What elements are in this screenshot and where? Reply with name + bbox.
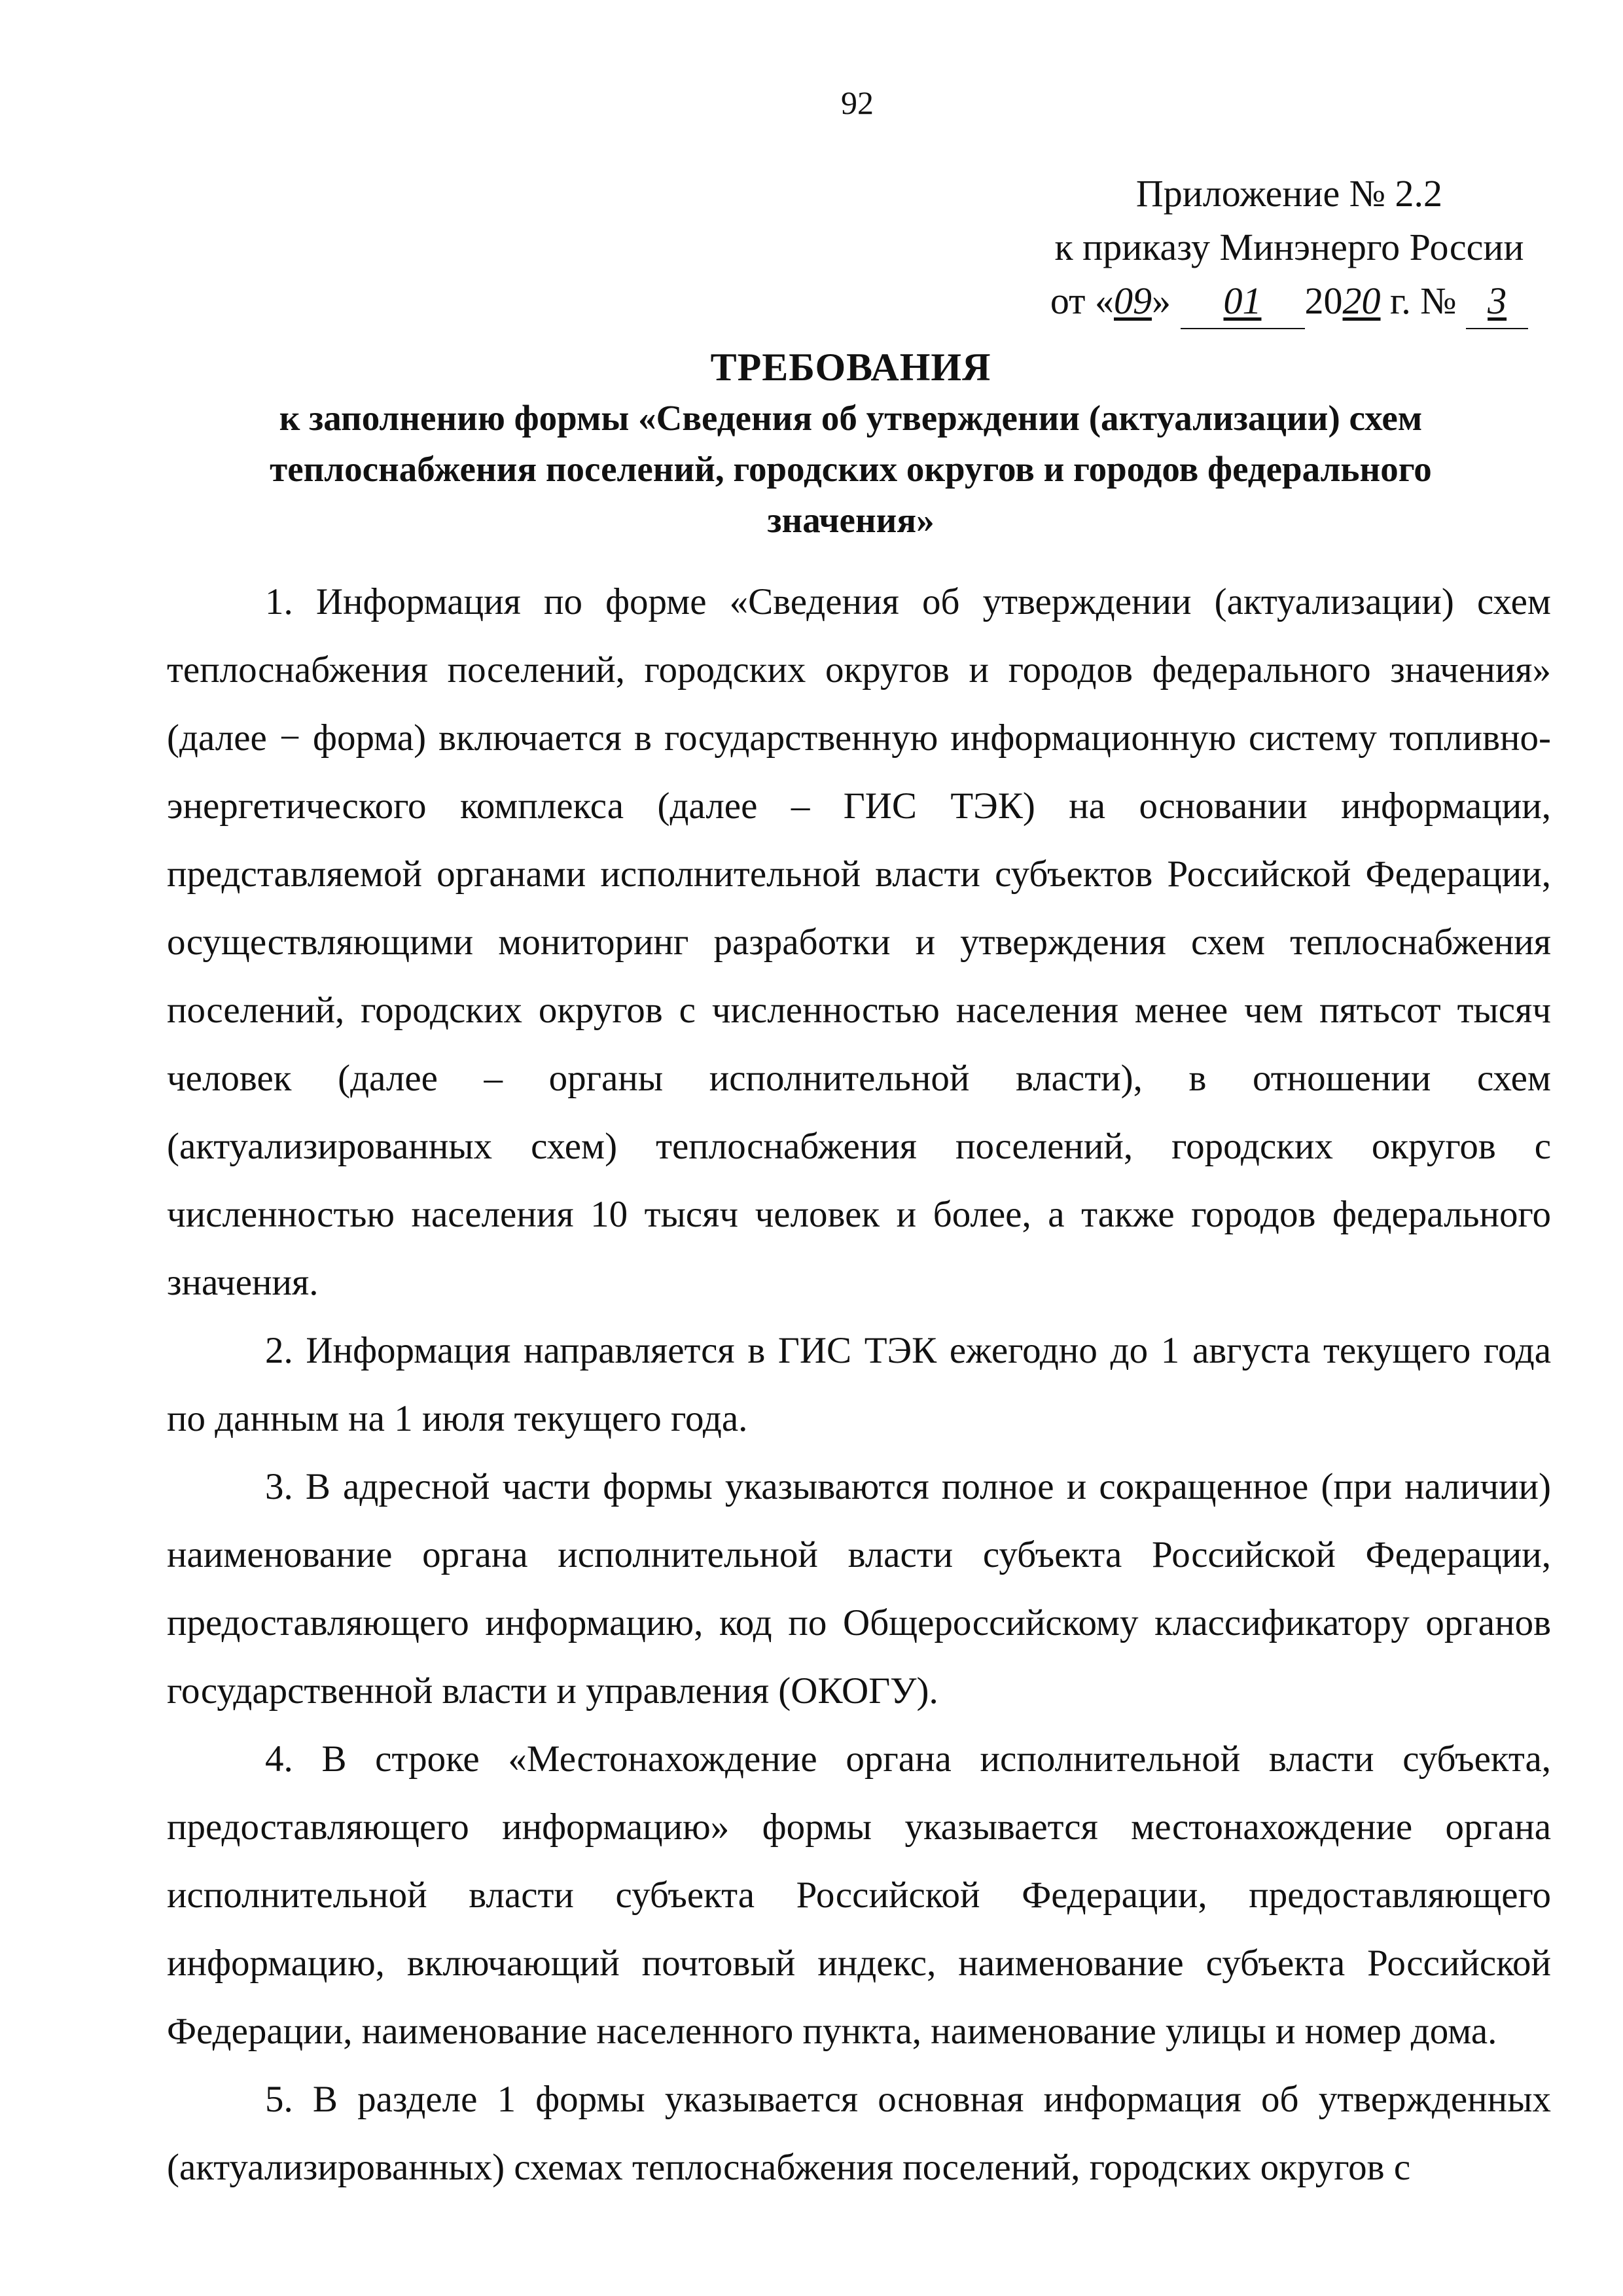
paragraph-5: 5. В разделе 1 формы указывается основная информация об утвержденных (актуализированных) схемах теплоснабжения поселений, городских округов с xyxy=(167,2079,1551,2188)
title-line-3: значения» xyxy=(767,500,935,540)
date-year-prefix: 20 xyxy=(1304,279,1343,322)
document-title xyxy=(216,342,1486,546)
document-body xyxy=(167,568,1551,2202)
title-main: ТРЕБОВАНИЯ xyxy=(710,346,991,389)
order-number-field xyxy=(1466,274,1528,329)
order-number: 3 xyxy=(1488,279,1507,322)
title-line-1: к заполнению формы «Сведения об утверждении (актуализации) схем xyxy=(279,398,1423,438)
paragraph-3: 3. В адресной части формы указываются полное и сокращенное (при наличии) наименование органа исполнительной власти субъекта Российской Федерации, предоставляющего информацию, код по Общероссийскому классификатору органов государственной власти и управления (ОКОГУ). xyxy=(167,1466,1551,1712)
date-mid: » xyxy=(1152,279,1181,322)
date-year-tail: г. № xyxy=(1380,279,1467,322)
date-prefix: от « xyxy=(1050,279,1114,322)
paragraph-1: 1. Информация по форме «Сведения об утверждении (актуализации) схем теплоснабжения поселений, городских округов и городов федерального значения» (далее − форма) включается в государственную информационную систему топливно-энергетического комплекса (далее – ГИС ТЭК) на основании информации, представляемой органами исполнительной власти субъектов Российской Федерации, осуществляющими мониторинг разработки и утверждения схем теплоснабжения поселений, городских округов с численностью населения менее чем пятьсот тысяч человек (далее – органы исполнительной власти), в отношении схем (актуализированных схем) теплоснабжения поселений, городских округов с численностью населения 10 тысяч человек и более, а также городов федерального значения. xyxy=(167,581,1551,1303)
date-year-suffix: 20 xyxy=(1342,279,1381,322)
date-day: 09 xyxy=(1114,279,1152,322)
paragraph-4: 4. В строке «Местонахождение органа исполнительной власти субъекта, предоставляющего информацию» формы указывается местонахождение органа исполнительной власти субъекта Российской Федерации, предоставляющего информацию, включающий почтовый индекс, наименование субъекта Российской Федерации, наименование населенного пункта, наименование улицы и номер дома. xyxy=(167,1738,1551,2052)
appendix-order-ref: к приказу Минэнерго России xyxy=(1054,226,1524,268)
date-month: 01 xyxy=(1223,279,1262,322)
date-month-field xyxy=(1181,274,1305,329)
page-number: 92 xyxy=(841,84,874,121)
appendix-header xyxy=(1041,167,1538,329)
paragraph-2: 2. Информация направляется в ГИС ТЭК ежегодно до 1 августа текущего года по данным на 1 июля текущего года. xyxy=(167,1330,1551,1439)
appendix-date-line xyxy=(1041,274,1538,329)
title-line-2: теплоснабжения поселений, городских округов и городов федерального xyxy=(270,449,1432,489)
appendix-number: Приложение № 2.2 xyxy=(1135,172,1443,215)
